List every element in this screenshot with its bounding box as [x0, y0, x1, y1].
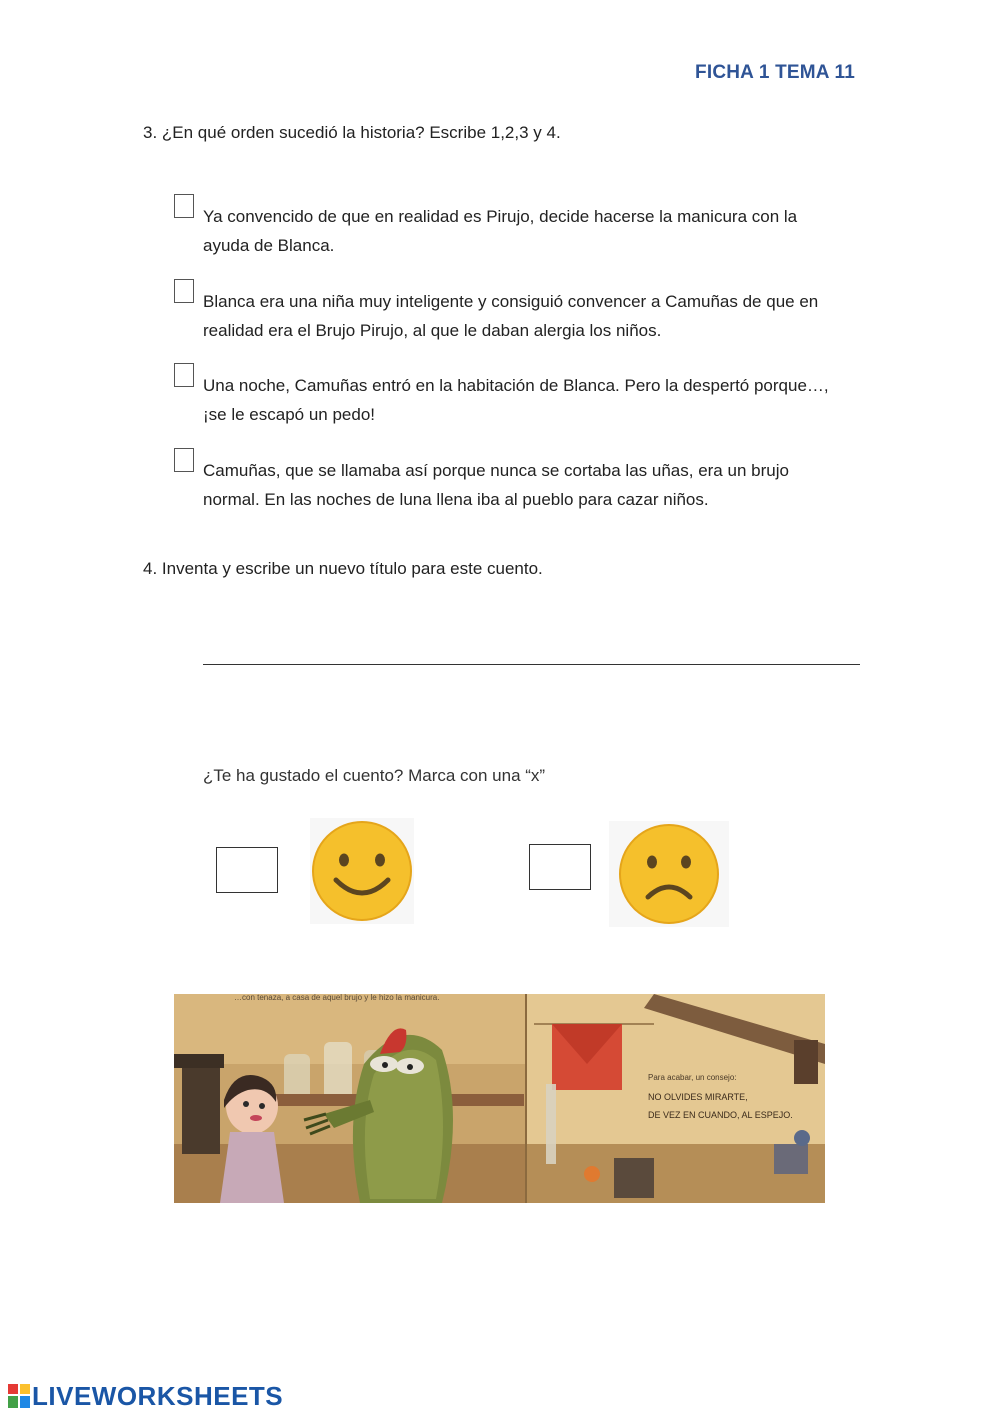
worksheet-title: FICHA 1 TEMA 11	[695, 62, 855, 83]
order-item-3	[174, 363, 844, 429]
order-input-box-1[interactable]	[174, 194, 194, 218]
order-input-box-4[interactable]	[174, 448, 194, 472]
illustration-caption-small: Para acabar, un consejo:	[648, 1073, 737, 1082]
order-input-box-2[interactable]	[174, 279, 194, 303]
question-3-prompt: 3. ¿En qué orden sucedió la historia? Escribe 1,2,3 y 4.	[143, 123, 561, 142]
order-item-text-4: Camuñas, que se llamaba así porque nunca se cortaba las uñas, era un brujo normal. En las noches de luna llena iba al pueblo para cazar niños.	[203, 461, 789, 509]
order-item-text-2: Blanca era una niña muy inteligente y consiguió convencer a Camuñas de que en realidad era el Brujo Pirujo, al que le daban alergia los niños.	[203, 292, 819, 340]
order-item-4	[174, 448, 844, 514]
illustration-caption-top: …con tenaza, a casa de aquel brujo y le hizo la manicura.	[234, 994, 440, 1002]
question-4-prompt: 4. Inventa y escribe un nuevo título para este cuento.	[143, 559, 543, 578]
liveworksheets-brand: LIVEWORKSHEETS	[32, 1380, 284, 1411]
smiley-happy-icon	[310, 818, 414, 924]
rating-prompt: ¿Te ha gustado el cuento? Marca con una “x”	[203, 766, 546, 785]
illustration-caption-line1: NO OLVIDES MIRARTE,	[648, 1092, 748, 1102]
order-item-1	[174, 194, 844, 260]
illustration-caption-line2: DE VEZ EN CUANDO, AL ESPEJO.	[648, 1110, 793, 1120]
liveworksheets-blocks-icon	[8, 1384, 30, 1408]
story-illustration	[174, 994, 825, 1203]
dislike-mark-box[interactable]	[529, 844, 591, 890]
order-item-text-3: Una noche, Camuñas entró en la habitación de Blanca. Pero la despertó porque…, ¡se le escapó un pedo!	[203, 376, 829, 424]
order-item-2	[174, 279, 844, 345]
like-mark-box[interactable]	[216, 847, 278, 893]
order-item-text-1: Ya convencido de que en realidad es Pirujo, decide hacerse la manicura con la ayuda de Blanca.	[203, 207, 798, 255]
order-input-box-3[interactable]	[174, 363, 194, 387]
smiley-sad-icon	[609, 821, 729, 927]
new-title-input[interactable]	[203, 640, 860, 665]
liveworksheets-logo	[8, 1381, 283, 1411]
